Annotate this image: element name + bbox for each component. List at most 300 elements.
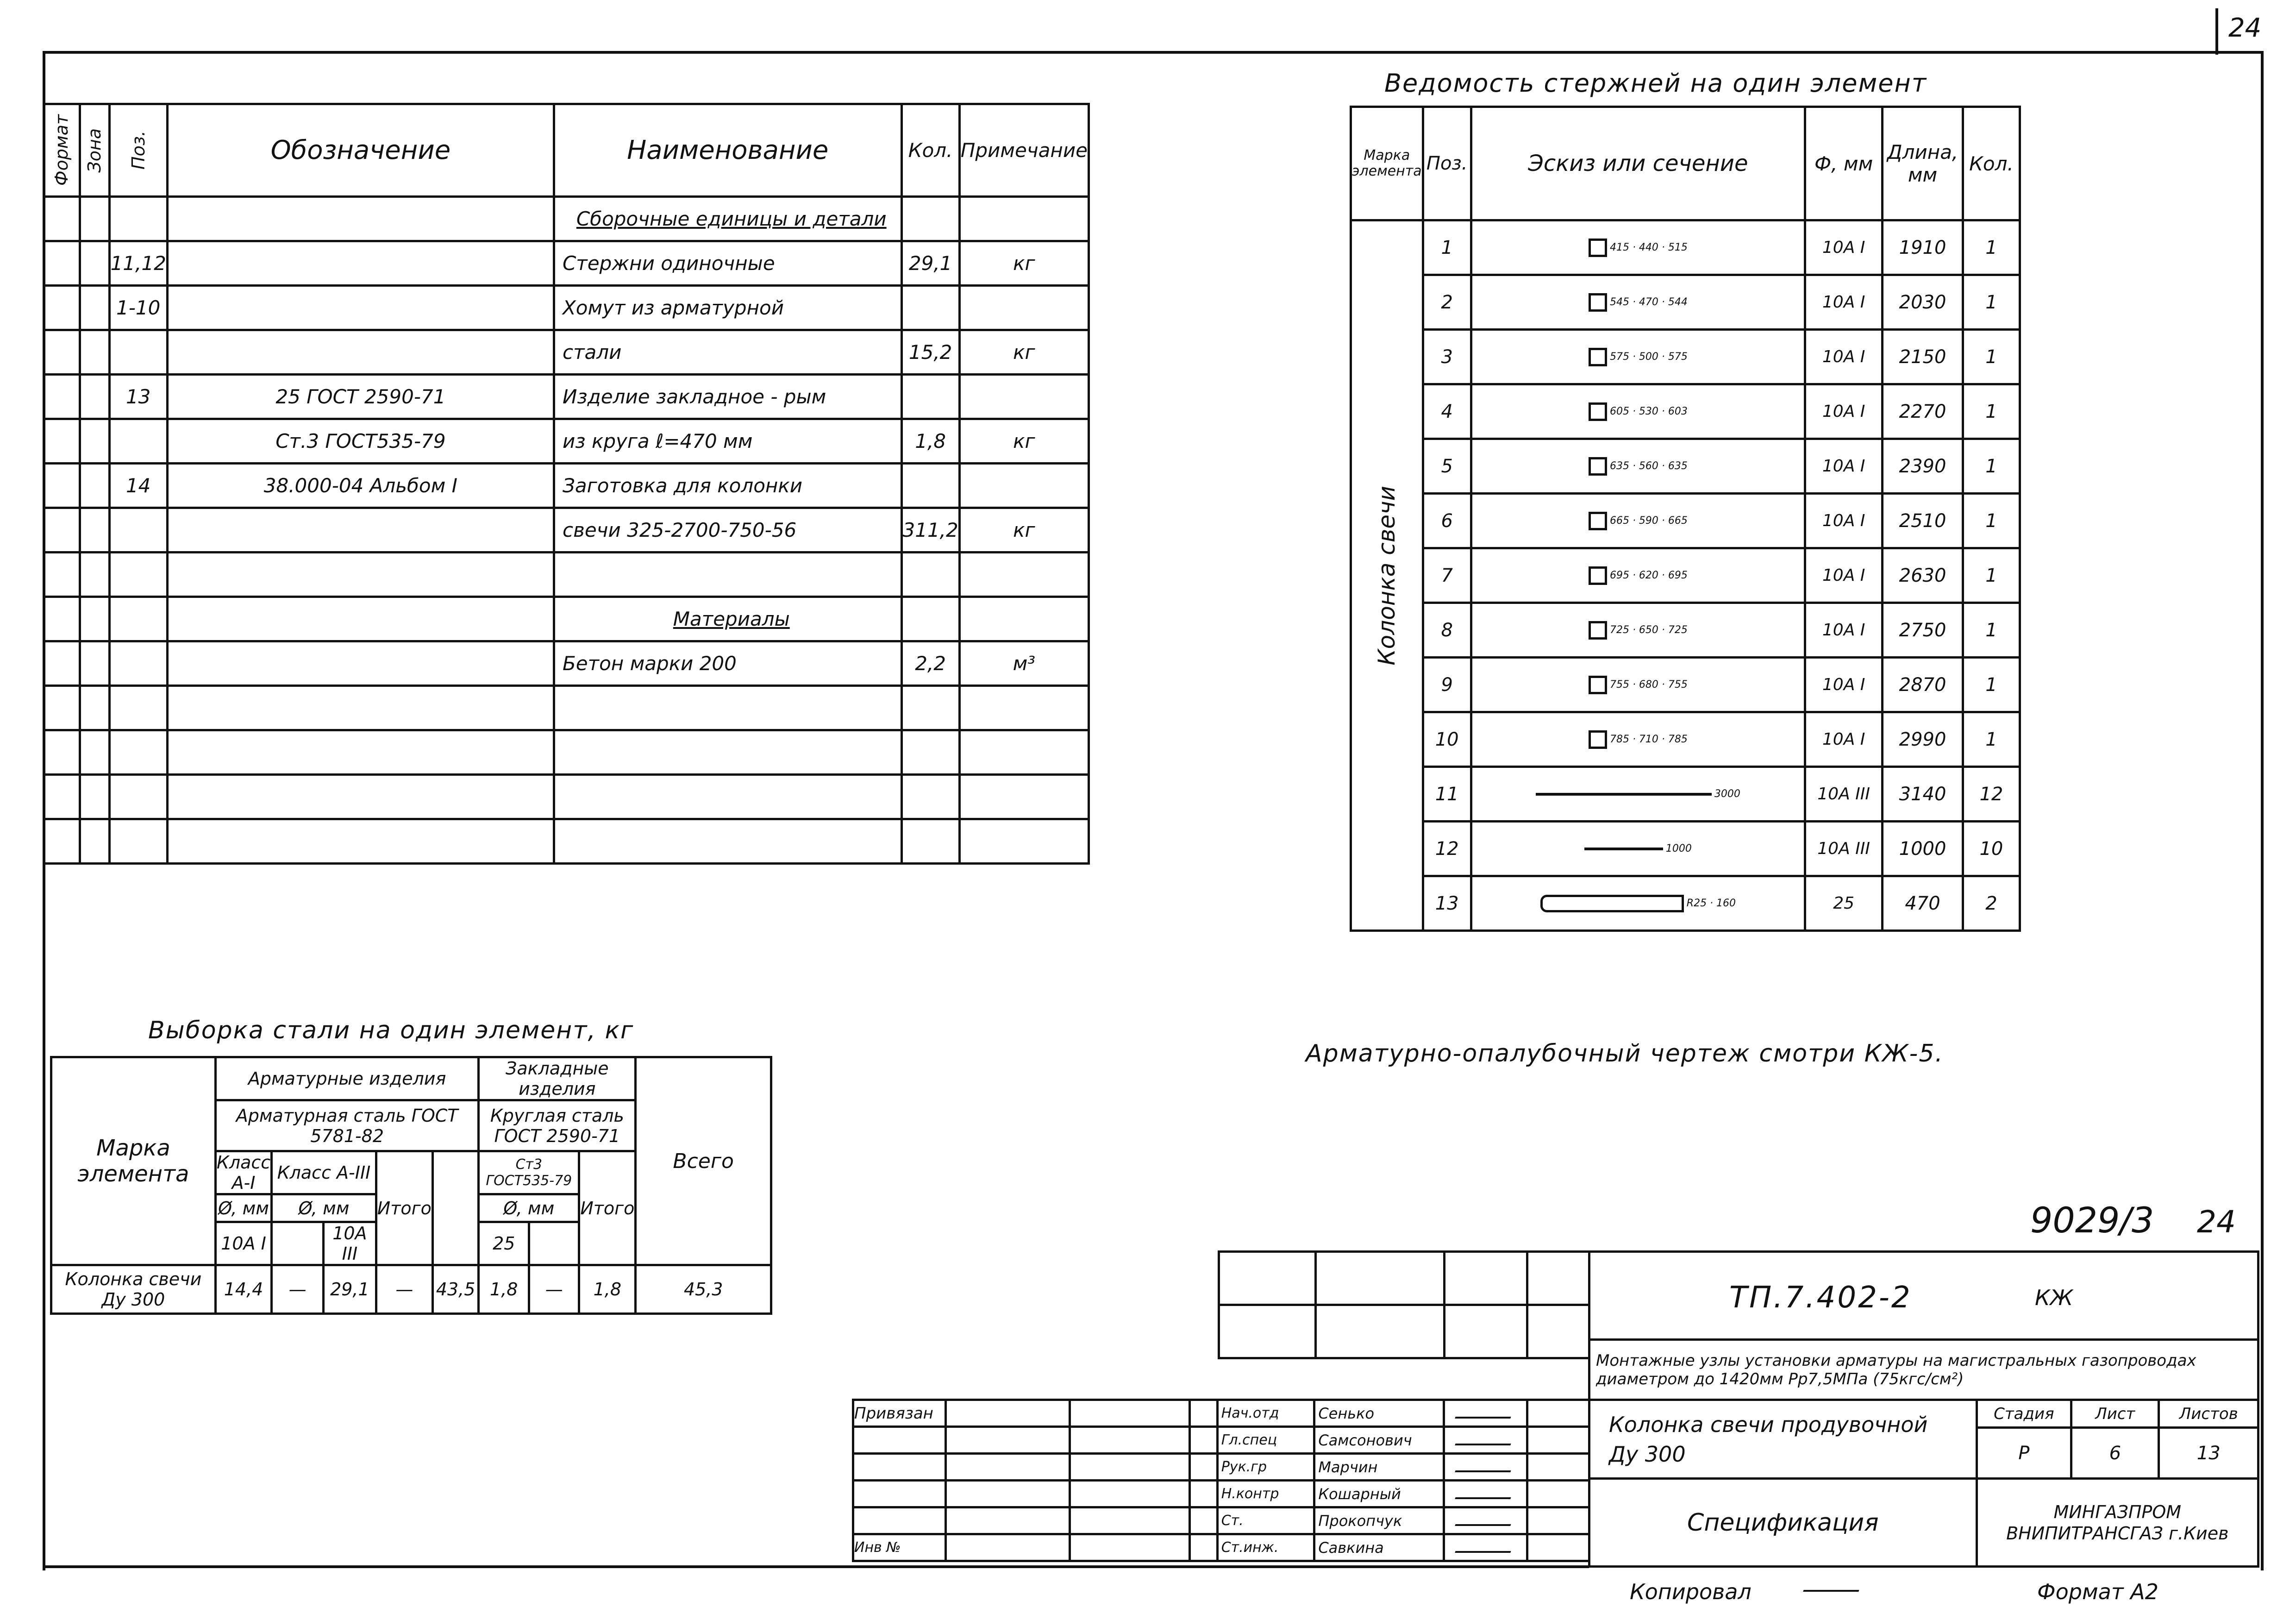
approval-date — [1527, 1507, 1589, 1534]
binding-cell — [945, 1400, 1070, 1427]
object-name: Колонка свечи продувочной Ду 300 — [1589, 1400, 1977, 1479]
approval-signature — [1444, 1481, 1527, 1507]
spec-row — [44, 775, 1089, 819]
bars-row — [1351, 275, 2020, 330]
steel-value-itogo-arm: 43,5 — [432, 1265, 479, 1314]
binding-cell — [1190, 1481, 1218, 1507]
spec-zone-cell — [80, 775, 109, 819]
steel-data-row — [51, 1265, 771, 1314]
spec-format-cell — [44, 197, 80, 241]
binding-cell — [1070, 1507, 1190, 1534]
spec-pos-cell — [109, 775, 167, 819]
straight-bar-sketch — [1536, 793, 1712, 796]
steel-sub-10aiii: 10A III — [323, 1222, 376, 1265]
bars-diameter-cell: 10A I — [1805, 658, 1883, 712]
steel-header-dia-3: Ø, мм — [272, 1194, 376, 1222]
spec-body — [44, 197, 1089, 864]
steel-value-itogo-emb: 1,8 — [579, 1265, 636, 1314]
spec-zone-cell — [80, 375, 109, 419]
spec-designation-cell: 25 ГОСТ 2590-71 — [167, 375, 554, 419]
stirrup-sketch — [1589, 621, 1607, 640]
spec-format-cell — [44, 597, 80, 641]
spec-qty-cell: 1,8 — [901, 419, 959, 464]
stirrup-sketch — [1589, 730, 1607, 749]
bars-count-cell: 1 — [1963, 712, 2020, 767]
bars-sketch-cell — [1471, 220, 1805, 275]
spec-name-cell: Материалы — [554, 597, 901, 641]
approval-role: Н.контр — [1217, 1481, 1314, 1507]
bars-sketch-cell — [1471, 767, 1805, 822]
spec-designation-cell — [167, 686, 554, 730]
steel-sub-blank-2 — [529, 1222, 579, 1265]
approval-body — [853, 1400, 1589, 1561]
binding-cell — [945, 1507, 1070, 1534]
spec-row — [44, 286, 1089, 330]
bars-header-sketch: Эскиз или сечение — [1471, 107, 1805, 220]
spec-zone-cell — [80, 464, 109, 508]
bars-row — [1351, 330, 2020, 384]
stirrup-sketch — [1589, 457, 1607, 476]
bars-length-cell: 2150 — [1883, 330, 1963, 384]
bars-row — [1351, 767, 2020, 822]
steel-header-class3: Класс A-III — [272, 1151, 376, 1194]
signature-mark — [1455, 1484, 1516, 1499]
spec-qty-cell: 311,2 — [901, 508, 959, 553]
spec-designation-cell — [167, 197, 554, 241]
binding-cell — [945, 1534, 1070, 1561]
bars-diameter-cell: 10A I — [1805, 548, 1883, 603]
binding-cell — [1190, 1400, 1218, 1427]
organization: МИНГАЗПРОМ ВНИПИТРАНСГАЗ г.Киев — [1977, 1479, 2258, 1567]
bars-pos-cell: 3 — [1423, 330, 1471, 384]
binding-cell: Привязан — [853, 1400, 946, 1427]
sheet-mark: 24 — [2197, 1204, 2236, 1240]
approval-name: Сенько — [1314, 1400, 1444, 1427]
approval-date — [1527, 1400, 1589, 1427]
sketch-dimensions: 635 · 560 · 635 — [1609, 460, 1688, 472]
bars-pos-cell: 6 — [1423, 494, 1471, 548]
bars-count-cell: 1 — [1963, 384, 2020, 439]
stage-label: Стадия — [1977, 1400, 2071, 1428]
binding-cell — [1070, 1454, 1190, 1481]
sketch-dimensions: 1000 — [1665, 843, 1692, 854]
binding-cell — [1190, 1427, 1218, 1454]
spec-format-cell — [44, 819, 80, 864]
spec-qty-cell: 15,2 — [901, 330, 959, 375]
spec-format-cell — [44, 330, 80, 375]
spec-qty-cell — [901, 464, 959, 508]
spec-format-cell — [44, 553, 80, 597]
spec-row — [44, 686, 1089, 730]
copied-label: Копировал — [1630, 1579, 1752, 1604]
spec-header-row — [44, 104, 1089, 197]
approval-name: Самсонович — [1314, 1427, 1444, 1454]
steel-header-arm-products: Арматурные изделия — [215, 1057, 479, 1100]
signature-mark — [1455, 1404, 1516, 1419]
spec-note-cell — [959, 819, 1089, 864]
binding-cell — [945, 1481, 1070, 1507]
spec-pos-cell — [109, 686, 167, 730]
spec-qty-cell — [901, 375, 959, 419]
steel-header-arm-steel: Арматурная сталь ГОСТ 5781-82 — [215, 1100, 479, 1151]
steel-value-total: 45,3 — [636, 1265, 771, 1314]
spec-note-cell — [959, 286, 1089, 330]
title-block-code-cell — [1589, 1252, 2258, 1340]
signature-mark — [1455, 1431, 1516, 1445]
sheets-label: Листов — [2159, 1400, 2258, 1428]
spec-pos-cell: 1-10 — [109, 286, 167, 330]
sheet-value: 6 — [2071, 1428, 2159, 1479]
bars-header-row — [1351, 107, 2020, 220]
spec-designation-cell — [167, 641, 554, 686]
sketch-dimensions: R25 · 160 — [1686, 898, 1736, 909]
binding-cell — [1190, 1534, 1218, 1561]
bars-diameter-cell: 25 — [1805, 876, 1883, 931]
bars-row — [1351, 548, 2020, 603]
spec-pos-cell — [109, 508, 167, 553]
project-title: Монтажные узлы установки арматуры на магистральных газопроводах диаметром до 1420мм Рр7,5МПа (75кгс/см²) — [1589, 1340, 2258, 1400]
bars-length-cell: 470 — [1883, 876, 1963, 931]
steel-sub-10ai: 10A I — [215, 1222, 271, 1265]
spec-header-pos: Поз. — [109, 104, 167, 197]
spec-row — [44, 553, 1089, 597]
spec-name-cell: Стержни одиночные — [554, 241, 901, 286]
bars-row — [1351, 384, 2020, 439]
spec-qty-cell — [901, 286, 959, 330]
bars-row — [1351, 494, 2020, 548]
frame-bottom-line — [43, 1565, 1589, 1568]
spec-pos-cell — [109, 419, 167, 464]
bars-element-name: Колонка свечи — [1373, 485, 1401, 666]
spec-format-cell — [44, 641, 80, 686]
spec-zone-cell — [80, 597, 109, 641]
spec-zone-cell — [80, 730, 109, 775]
spec-designation-cell — [167, 597, 554, 641]
bars-length-cell: 1000 — [1883, 822, 1963, 876]
bars-sketch-cell — [1471, 548, 1805, 603]
page-number-box — [2215, 8, 2274, 55]
bars-count-cell: 10 — [1963, 822, 2020, 876]
approval-date — [1527, 1427, 1589, 1454]
approval-row — [853, 1454, 1589, 1481]
document-number: 9029/3 — [2030, 1199, 2154, 1241]
bars-sketch-cell — [1471, 658, 1805, 712]
spec-note-cell — [959, 597, 1089, 641]
binding-cell — [1070, 1427, 1190, 1454]
spec-row — [44, 419, 1089, 464]
bars-sketch-cell — [1471, 384, 1805, 439]
steel-header-gost535: Ст3 ГОСТ535-79 — [479, 1151, 579, 1194]
spec-row — [44, 641, 1089, 686]
spec-designation-cell — [167, 730, 554, 775]
spec-name-cell: Изделие закладное - рым — [554, 375, 901, 419]
spec-pos-cell — [109, 330, 167, 375]
bars-length-cell: 2630 — [1883, 548, 1963, 603]
binding-cell — [1190, 1454, 1218, 1481]
stirrup-sketch — [1589, 239, 1607, 257]
bars-diameter-cell: 10A I — [1805, 384, 1883, 439]
binding-cell — [1070, 1400, 1190, 1427]
bars-diameter-cell: 10A I — [1805, 330, 1883, 384]
steel-sub-25: 25 — [479, 1222, 529, 1265]
spec-pos-cell: 14 — [109, 464, 167, 508]
sketch-dimensions: 785 · 710 · 785 — [1609, 734, 1688, 745]
spec-format-cell — [44, 508, 80, 553]
spec-zone-cell — [80, 819, 109, 864]
bars-diameter-cell: 10A I — [1805, 603, 1883, 658]
bars-pos-cell: 1 — [1423, 220, 1471, 275]
spec-designation-cell — [167, 330, 554, 375]
spec-designation-cell: 38.000-04 Альбом I — [167, 464, 554, 508]
spec-zone-cell — [80, 508, 109, 553]
steel-selection-table — [50, 1056, 772, 1315]
steel-header-emb-products: Закладные изделия — [479, 1057, 636, 1100]
spec-designation-cell — [167, 553, 554, 597]
spec-note-cell — [959, 375, 1089, 419]
approval-signature — [1444, 1400, 1527, 1427]
bars-sketch-cell — [1471, 330, 1805, 384]
bars-sketch-cell — [1471, 822, 1805, 876]
approval-row — [853, 1534, 1589, 1561]
spec-note-cell: кг — [959, 241, 1089, 286]
binding-cell — [1070, 1481, 1190, 1507]
sketch-dimensions: 3000 — [1714, 788, 1740, 800]
steel-value-blank-2: — — [376, 1265, 432, 1314]
spec-qty-cell — [901, 597, 959, 641]
steel-value-10ai: 14,4 — [215, 1265, 271, 1314]
bars-pos-cell: 2 — [1423, 275, 1471, 330]
bars-pos-cell: 8 — [1423, 603, 1471, 658]
bars-count-cell: 1 — [1963, 494, 2020, 548]
bars-row — [1351, 439, 2020, 494]
spec-zone-cell — [80, 197, 109, 241]
bars-length-cell: 1910 — [1883, 220, 1963, 275]
steel-header-itogo-emb: Итого — [579, 1151, 636, 1265]
stage-value: Р — [1977, 1428, 2071, 1479]
steel-value-blank-1: — — [272, 1265, 324, 1314]
stirrup-sketch — [1589, 676, 1607, 694]
approval-role: Гл.спец — [1217, 1427, 1314, 1454]
approval-row — [853, 1427, 1589, 1454]
spec-designation-cell — [167, 241, 554, 286]
spec-qty-cell — [901, 819, 959, 864]
binding-cell — [1190, 1507, 1218, 1534]
bars-schedule-table — [1350, 106, 2021, 932]
binding-cell — [945, 1427, 1070, 1454]
spec-pos-cell — [109, 553, 167, 597]
approval-date — [1527, 1534, 1589, 1561]
approval-date — [1527, 1481, 1589, 1507]
steel-header-total: Всего — [636, 1057, 771, 1265]
steel-value-25: 1,8 — [479, 1265, 529, 1314]
spec-zone-cell — [80, 641, 109, 686]
steel-header-row-1 — [51, 1057, 771, 1100]
spec-qty-cell — [901, 686, 959, 730]
bars-count-cell: 12 — [1963, 767, 2020, 822]
bars-diameter-cell: 10A I — [1805, 712, 1883, 767]
bars-row — [1351, 658, 2020, 712]
sketch-dimensions: 605 · 530 · 603 — [1609, 406, 1688, 417]
spec-row — [44, 330, 1089, 375]
approval-row — [853, 1507, 1589, 1534]
approval-date — [1527, 1454, 1589, 1481]
spec-name-cell — [554, 775, 901, 819]
bars-pos-cell: 11 — [1423, 767, 1471, 822]
bars-pos-cell: 4 — [1423, 384, 1471, 439]
bars-count-cell: 1 — [1963, 275, 2020, 330]
stirrup-sketch — [1589, 348, 1607, 366]
bars-length-cell: 2270 — [1883, 384, 1963, 439]
sketch-dimensions: 415 · 440 · 515 — [1609, 242, 1688, 253]
spec-row — [44, 375, 1089, 419]
bars-length-cell: 2870 — [1883, 658, 1963, 712]
spec-pos-cell — [109, 597, 167, 641]
approval-signature — [1444, 1534, 1527, 1561]
bars-sketch-cell — [1471, 439, 1805, 494]
spec-row — [44, 508, 1089, 553]
binding-cell — [945, 1454, 1070, 1481]
sheet-label: Лист — [2071, 1400, 2159, 1428]
spec-header-note: Примечание — [959, 104, 1089, 197]
sketch-dimensions: 695 · 620 · 695 — [1609, 570, 1688, 581]
spec-designation-cell — [167, 508, 554, 553]
spec-zone-cell — [80, 241, 109, 286]
spec-qty-cell: 2,2 — [901, 641, 959, 686]
spec-pos-cell — [109, 641, 167, 686]
spec-row — [44, 241, 1089, 286]
sketch-dimensions: 665 · 590 · 665 — [1609, 515, 1688, 527]
spec-name-cell: из круга ℓ=470 мм — [554, 419, 901, 464]
spec-note-cell: м³ — [959, 641, 1089, 686]
bars-length-cell: 2030 — [1883, 275, 1963, 330]
bars-pos-cell: 7 — [1423, 548, 1471, 603]
bars-diameter-cell: 10A I — [1805, 275, 1883, 330]
bars-pos-cell: 12 — [1423, 822, 1471, 876]
page-number: 24 — [2228, 13, 2262, 43]
spec-note-cell — [959, 464, 1089, 508]
steel-header-gost535-note — [432, 1151, 479, 1265]
spec-name-cell: Заготовка для колонки — [554, 464, 901, 508]
bars-header-diameter: Ф, мм — [1805, 107, 1883, 220]
sketch-dimensions: 725 · 650 · 725 — [1609, 624, 1688, 636]
bars-body — [1351, 220, 2020, 931]
format-label: Формат А2 — [2037, 1579, 2158, 1604]
bars-pos-cell: 9 — [1423, 658, 1471, 712]
bars-pos-cell: 13 — [1423, 876, 1471, 931]
approval-signature — [1444, 1427, 1527, 1454]
approval-signature — [1444, 1507, 1527, 1534]
sheets-value: 13 — [2159, 1428, 2258, 1479]
spec-name-cell — [554, 819, 901, 864]
spec-designation-cell — [167, 819, 554, 864]
spec-designation-cell — [167, 286, 554, 330]
binding-cell — [853, 1481, 946, 1507]
spec-note-cell — [959, 730, 1089, 775]
binding-cell — [853, 1427, 946, 1454]
bars-row — [1351, 712, 2020, 767]
stirrup-sketch — [1589, 293, 1607, 312]
drawing-mark: КЖ — [2035, 1285, 2073, 1310]
bars-row — [1351, 603, 2020, 658]
stirrup-sketch — [1589, 402, 1607, 421]
spec-format-cell — [44, 419, 80, 464]
approval-signature — [1444, 1454, 1527, 1481]
spec-pos-cell — [109, 197, 167, 241]
bars-header-element: Марка элемента — [1351, 107, 1423, 220]
binding-cell — [853, 1507, 946, 1534]
spec-format-cell — [44, 286, 80, 330]
steel-header-itogo-arm: Итого — [376, 1151, 432, 1265]
steel-value-blank-3: — — [529, 1265, 579, 1314]
spec-note-cell: кг — [959, 419, 1089, 464]
signature-mark — [1455, 1457, 1516, 1472]
bars-length-cell: 2750 — [1883, 603, 1963, 658]
spec-format-cell — [44, 775, 80, 819]
spec-name-cell — [554, 730, 901, 775]
bars-title: Ведомость стержней на один элемент — [1384, 69, 1927, 98]
bars-element-cell — [1351, 220, 1423, 931]
bars-header-count: Кол. — [1963, 107, 2020, 220]
bars-header-pos: Поз. — [1423, 107, 1471, 220]
steel-header-dia-emb: Ø, мм — [479, 1194, 579, 1222]
bars-diameter-cell: 10A III — [1805, 822, 1883, 876]
approval-name: Марчин — [1314, 1454, 1444, 1481]
signature-mark — [1455, 1538, 1516, 1553]
straight-bar-sketch — [1584, 848, 1663, 850]
bars-length-cell: 2990 — [1883, 712, 1963, 767]
bars-row — [1351, 822, 2020, 876]
spec-zone-cell — [80, 286, 109, 330]
spec-name-cell — [554, 553, 901, 597]
spec-qty-cell: 29,1 — [901, 241, 959, 286]
lifting-loop-sketch — [1540, 895, 1684, 912]
bars-sketch-cell — [1471, 603, 1805, 658]
bars-diameter-cell: 10A I — [1805, 439, 1883, 494]
spec-header-format: Формат — [44, 104, 80, 197]
bars-row — [1351, 876, 2020, 931]
bars-count-cell: 1 — [1963, 220, 2020, 275]
spec-note-cell — [959, 775, 1089, 819]
spec-qty-cell — [901, 775, 959, 819]
bars-count-cell: 1 — [1963, 603, 2020, 658]
binding-cell — [1070, 1534, 1190, 1561]
bars-length-cell: 2390 — [1883, 439, 1963, 494]
steel-element-name: Колонка свечи Ду 300 — [51, 1265, 216, 1314]
bars-length-cell: 2510 — [1883, 494, 1963, 548]
bars-count-cell: 1 — [1963, 658, 2020, 712]
spec-zone-cell — [80, 553, 109, 597]
binding-cell — [853, 1454, 946, 1481]
spec-pos-cell: 13 — [109, 375, 167, 419]
spec-name-cell: Хомут из арматурной — [554, 286, 901, 330]
spec-note-cell: кг — [959, 508, 1089, 553]
spec-qty-cell — [901, 730, 959, 775]
spec-note-cell — [959, 553, 1089, 597]
spec-name-cell: свечи 325-2700-750-56 — [554, 508, 901, 553]
bars-sketch-cell — [1471, 876, 1805, 931]
binding-cell: Инв № — [853, 1534, 946, 1561]
sketch-dimensions: 545 · 470 · 544 — [1609, 296, 1688, 308]
stirrup-sketch — [1589, 566, 1607, 585]
bars-count-cell: 1 — [1963, 548, 2020, 603]
copied-signature — [1806, 1577, 1861, 1594]
bars-count-cell: 1 — [1963, 330, 2020, 384]
spec-header-designation: Обозначение — [167, 104, 554, 197]
steel-header-element: Марка элемента — [51, 1057, 216, 1265]
spec-qty-cell — [901, 553, 959, 597]
revision-grid — [1218, 1250, 1590, 1359]
steel-header-class1: Класс A-I — [215, 1151, 271, 1194]
